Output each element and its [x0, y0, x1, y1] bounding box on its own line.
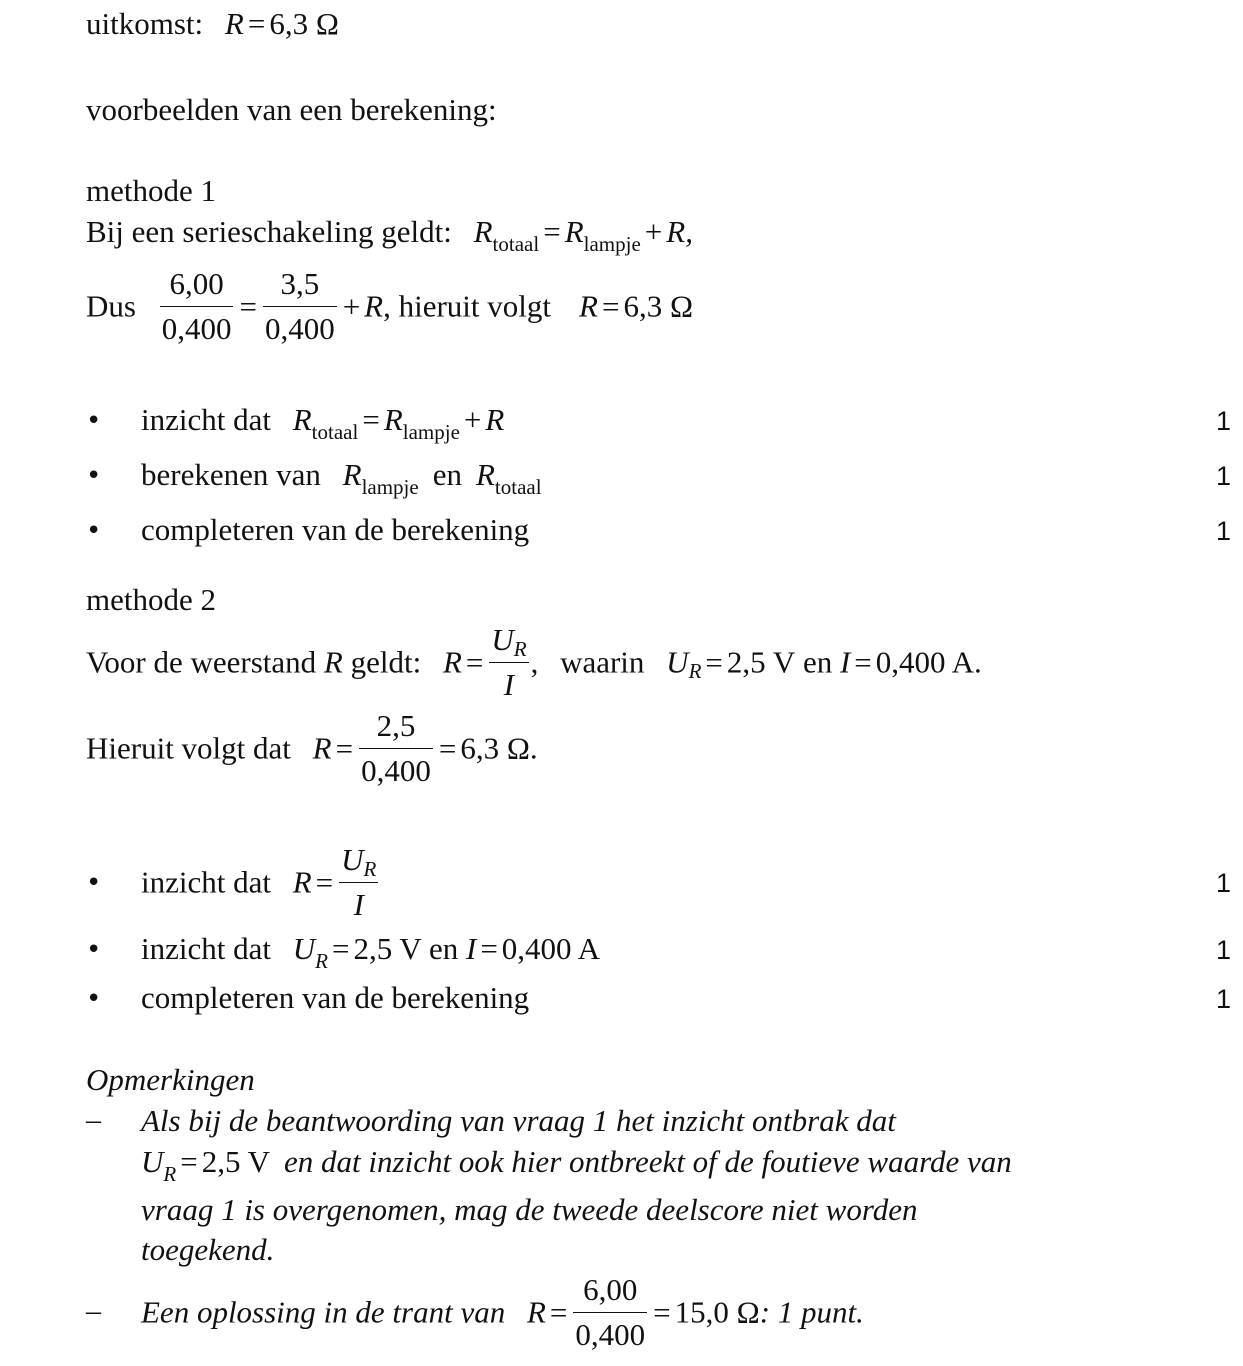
remark2-eq2: =	[653, 1294, 671, 1330]
method2-text2: geldt:	[350, 644, 422, 680]
method2-calc-num: 2,5	[359, 708, 433, 749]
remark2-lhs: R	[526, 1294, 546, 1330]
bullet-icon: •	[86, 516, 102, 546]
method2-criterion-1	[141, 842, 380, 922]
m2crit2-u-value: 2,5 V	[353, 931, 422, 966]
crit1-sub-lamp: lampje	[402, 420, 460, 444]
method1-sub-lamp: lampje	[583, 232, 641, 256]
method2-title: methode 2	[86, 582, 216, 617]
answer-lhs: R	[224, 6, 244, 41]
remark1-line2-rest: en dat inzicht ook hier ontbreekt of de foutieve waarde van	[284, 1144, 1012, 1179]
bullet-icon: •	[86, 406, 102, 436]
method2-frac-num: U	[491, 622, 514, 657]
m2crit1-den: I	[353, 886, 364, 922]
method1-statement	[86, 214, 693, 256]
crit2-en: en	[432, 457, 462, 492]
m2crit2-eq: =	[331, 931, 350, 966]
remark2-num: 6,00	[573, 1272, 647, 1313]
method1-score-2: 1	[1215, 461, 1231, 491]
answer-label: uitkomst:	[86, 6, 204, 41]
crit1-eq: =	[362, 402, 380, 437]
method1-frac2-den: 0,400	[264, 310, 335, 346]
m2crit1-eq: =	[315, 864, 334, 900]
method2-eq2: =	[705, 644, 723, 680]
m2crit1-frac	[339, 842, 378, 922]
method1-criterion-2	[141, 457, 542, 499]
method2-calc-lhs: R	[312, 730, 332, 766]
method2-criterion-1-text: inzicht dat	[141, 864, 271, 900]
method1-calc-prefix: Dus	[86, 288, 136, 324]
remark2-frac	[573, 1272, 647, 1352]
method1-frac1	[160, 266, 234, 346]
method2-calc-prefix: Hieruit volgt dat	[86, 730, 291, 766]
remark2-eq: =	[549, 1294, 568, 1330]
method2-en: en	[802, 644, 833, 680]
method1-statement-text: Bij een serieschakeling geldt:	[86, 214, 452, 249]
method2-calc-frac	[359, 708, 433, 788]
method1-criterion-3: completeren van de berekening	[141, 512, 530, 547]
method2-frac-den: I	[503, 666, 515, 702]
method2-U: U	[666, 644, 689, 680]
method1-calc-result: 6,3 Ω	[623, 288, 693, 324]
m2crit2-U-sub: R	[315, 949, 328, 973]
answer-value: 6,3	[269, 6, 309, 41]
m2crit1-lhs: R	[292, 864, 312, 900]
answer-line	[86, 8, 339, 39]
m2crit1-num: U	[341, 842, 364, 877]
method2-calc-result: 6,3 Ω.	[460, 730, 538, 766]
method1-frac2	[263, 266, 337, 346]
dash-icon: –	[86, 1294, 101, 1327]
remark1-line1: Als bij de beantwoording van vraag 1 het inzicht ontbrak dat	[141, 1103, 896, 1138]
method2-score-3: 1	[1215, 984, 1231, 1014]
m2crit1-num-sub: R	[363, 857, 377, 881]
crit2-R: R	[342, 457, 362, 492]
remark1-line3: vraag 1 is overgenomen, mag de tweede deelscore niet worden	[141, 1192, 918, 1227]
crit1-R: R	[292, 402, 312, 437]
method2-eq3: =	[854, 644, 872, 680]
method1-R2: R,	[666, 214, 693, 249]
method2-U-sub: R	[688, 658, 702, 683]
remark2-result: 15,0 Ω	[674, 1294, 760, 1330]
m2crit2-eq2: =	[480, 931, 498, 966]
method2-comma: ,	[530, 644, 539, 680]
method1-plus: +	[644, 214, 663, 249]
method1-calc	[86, 266, 693, 346]
method2-score-1: 1	[1215, 868, 1231, 898]
method2-frac-num-sub: R	[513, 637, 527, 661]
method1-score-3: 1	[1215, 516, 1231, 546]
dash-icon: –	[86, 1103, 101, 1136]
method1-calc-R-result: R	[579, 288, 598, 324]
method2-statement	[86, 622, 982, 702]
examples-heading: voorbeelden van een berekening:	[86, 92, 497, 127]
m2crit2-I: I	[465, 931, 477, 966]
bullet-icon: •	[86, 461, 102, 491]
method1-criterion-1-text: inzicht dat	[141, 402, 271, 437]
method2-criterion-2	[141, 931, 600, 973]
method1-eq: =	[543, 214, 561, 249]
method2-score-2: 1	[1215, 935, 1231, 965]
remark2-line	[141, 1272, 864, 1352]
crit1-R2: R	[485, 402, 505, 437]
m2crit2-en: en	[428, 931, 459, 966]
method1-sub-total: totaal	[492, 232, 540, 256]
m2crit2-U: U	[292, 931, 316, 966]
method1-score-1: 1	[1215, 406, 1231, 436]
method2-calc	[86, 708, 538, 788]
method2-lhs: R	[442, 644, 462, 680]
method1-criterion-1	[141, 402, 505, 444]
crit1-sub-total: totaal	[311, 420, 359, 444]
method2-I: I	[839, 644, 851, 680]
remark1-line2	[141, 1144, 1012, 1186]
method2-criterion-2-text: inzicht dat	[141, 931, 271, 966]
bullet-icon: •	[86, 984, 102, 1014]
method1-calc-R: R	[364, 288, 384, 324]
crit1-plus: +	[463, 402, 482, 437]
crit2-sub-lamp: lampje	[361, 475, 419, 499]
method2-text1: Voor de weerstand	[86, 644, 317, 680]
method2-calc-eq: =	[335, 730, 354, 766]
method2-criterion-3: completeren van de berekening	[141, 980, 530, 1015]
remark1-value: 2,5 V	[201, 1144, 271, 1179]
method2-eq: =	[465, 644, 484, 680]
remark2-den: 0,400	[575, 1316, 646, 1352]
method1-frac1-num: 6,00	[160, 266, 234, 307]
remark1-U: U	[141, 1144, 164, 1179]
remarks-title: Opmerkingen	[86, 1062, 255, 1097]
method2-frac	[489, 622, 528, 702]
remark2-tail: : 1 punt.	[759, 1294, 864, 1330]
remark1-eq: =	[180, 1144, 198, 1179]
bullet-icon: •	[86, 935, 102, 965]
method2-calc-den: 0,400	[361, 752, 431, 788]
method1-calc-mid: , hieruit volgt	[383, 288, 552, 324]
crit2-R2: R	[475, 457, 495, 492]
method2-R: R	[323, 644, 343, 680]
remark1-line4: toegekend.	[141, 1232, 275, 1267]
remark2-text: Een oplossing in de trant van	[141, 1294, 506, 1330]
method1-calc-plus: +	[342, 288, 361, 324]
method2-calc-eq2: =	[438, 730, 457, 766]
method2-u-value: 2,5 V	[726, 644, 796, 680]
crit1-R-lamp: R	[383, 402, 403, 437]
method1-R: R	[473, 214, 493, 249]
method1-criterion-2-text: berekenen van	[141, 457, 321, 492]
crit2-sub-total: totaal	[494, 475, 542, 499]
m2crit2-i-value: 0,400 A	[501, 931, 600, 966]
method1-frac2-num: 3,5	[263, 266, 337, 307]
method2-waarin: waarin	[560, 644, 645, 680]
bullet-icon: •	[86, 868, 102, 898]
remark1-U-sub: R	[163, 1162, 177, 1186]
method1-title: methode 1	[86, 173, 216, 208]
method1-frac1-den: 0,400	[161, 310, 232, 346]
answer-unit: Ω	[315, 6, 339, 41]
answer-eq: =	[247, 6, 266, 41]
method2-i-value: 0,400 A.	[875, 644, 982, 680]
method1-calc-eq: =	[239, 288, 257, 324]
method1-R-lamp: R	[564, 214, 584, 249]
method1-calc-eq2: =	[601, 288, 620, 324]
